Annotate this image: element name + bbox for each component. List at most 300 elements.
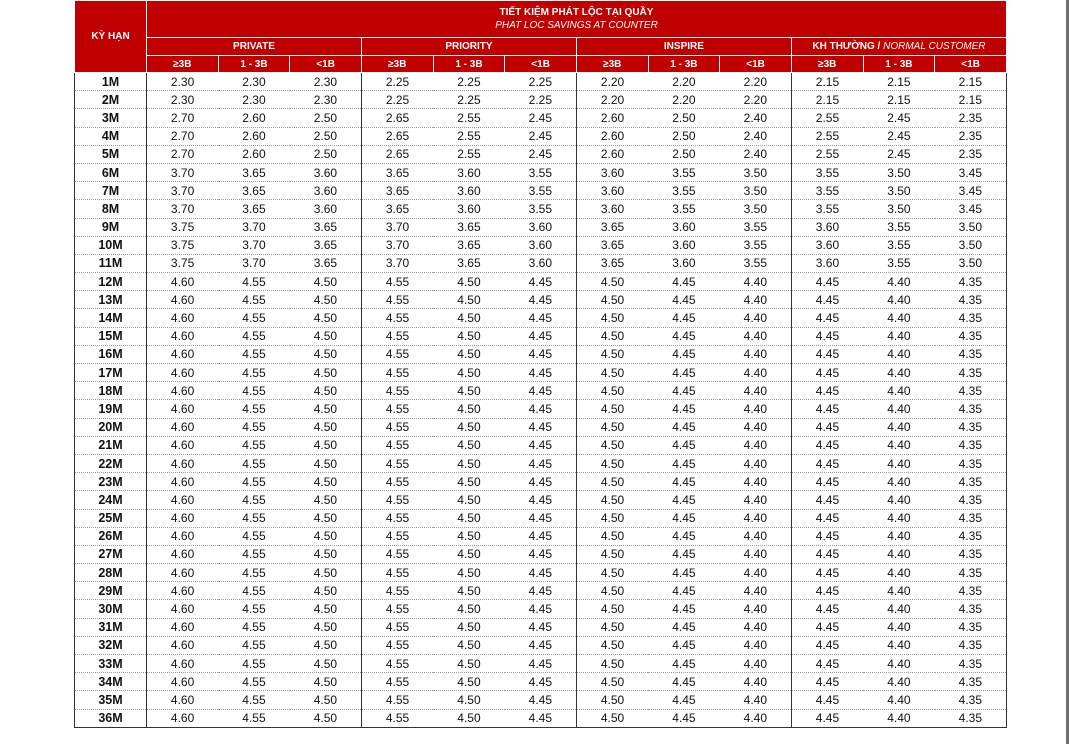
rate-cell: 4.55 xyxy=(361,418,433,436)
rate-cell: 3.65 xyxy=(433,218,505,236)
rate-cell: 4.55 xyxy=(361,636,433,654)
rate-cell: 4.55 xyxy=(361,382,433,400)
rate-cell: 4.55 xyxy=(218,636,290,654)
rate-cell: 3.70 xyxy=(218,236,290,254)
rate-cell: 4.50 xyxy=(290,436,362,454)
table-row xyxy=(75,655,1007,673)
rate-cell: 4.50 xyxy=(576,327,648,345)
table-row xyxy=(75,691,1007,709)
rate-cell: 4.55 xyxy=(218,436,290,454)
table-row xyxy=(75,509,1007,527)
term-cell: 25M xyxy=(75,509,147,527)
rate-cell: 4.55 xyxy=(361,309,433,327)
rate-cell: 2.15 xyxy=(935,73,1007,91)
rate-cell: 4.45 xyxy=(791,673,863,691)
rate-cell: 4.35 xyxy=(935,382,1007,400)
rate-cell: 4.60 xyxy=(147,582,219,600)
rate-cell: 2.20 xyxy=(720,73,792,91)
rate-cell: 2.55 xyxy=(791,127,863,145)
term-cell: 31M xyxy=(75,618,147,636)
rate-cell: 4.45 xyxy=(648,600,720,618)
rate-cell: 3.70 xyxy=(147,182,219,200)
rate-cell: 4.50 xyxy=(433,436,505,454)
rate-cell: 2.50 xyxy=(290,127,362,145)
rate-cell: 4.40 xyxy=(720,382,792,400)
rate-cell: 4.50 xyxy=(433,382,505,400)
rate-cell: 4.45 xyxy=(505,673,577,691)
rate-cell: 4.45 xyxy=(791,618,863,636)
rate-cell: 4.35 xyxy=(935,309,1007,327)
rate-cell: 4.45 xyxy=(648,436,720,454)
rate-cell: 4.40 xyxy=(720,509,792,527)
rate-cell: 4.50 xyxy=(290,418,362,436)
rate-cell: 4.50 xyxy=(576,418,648,436)
amount-band-header: ≥3B xyxy=(361,56,433,73)
rate-cell: 4.55 xyxy=(218,545,290,563)
rate-cell: 4.45 xyxy=(791,364,863,382)
rate-cell: 4.50 xyxy=(576,400,648,418)
rate-cell: 3.65 xyxy=(433,236,505,254)
rate-cell: 4.45 xyxy=(648,691,720,709)
rate-cell: 2.35 xyxy=(935,127,1007,145)
rate-cell: 4.50 xyxy=(290,582,362,600)
rate-cell: 4.55 xyxy=(361,564,433,582)
rate-cell: 4.50 xyxy=(290,545,362,563)
rate-cell: 3.55 xyxy=(648,163,720,181)
rate-cell: 4.55 xyxy=(218,527,290,545)
rate-cell: 4.45 xyxy=(505,400,577,418)
rate-cell: 3.50 xyxy=(863,163,935,181)
rate-cell: 4.40 xyxy=(720,436,792,454)
rate-cell: 4.40 xyxy=(863,673,935,691)
rate-cell: 3.65 xyxy=(361,182,433,200)
rate-cell: 4.45 xyxy=(791,636,863,654)
rate-cell: 4.45 xyxy=(505,364,577,382)
rate-cell: 4.55 xyxy=(361,545,433,563)
rate-cell: 4.60 xyxy=(147,527,219,545)
rate-cell: 2.70 xyxy=(147,127,219,145)
term-cell: 22M xyxy=(75,454,147,472)
rate-cell: 4.45 xyxy=(791,291,863,309)
rate-cell: 4.50 xyxy=(433,527,505,545)
rate-cell: 2.25 xyxy=(505,91,577,109)
rate-cell: 4.45 xyxy=(648,309,720,327)
rate-cell: 4.45 xyxy=(648,327,720,345)
rate-cell: 3.65 xyxy=(290,218,362,236)
rate-cell: 3.70 xyxy=(147,163,219,181)
rate-cell: 2.30 xyxy=(147,91,219,109)
term-cell: 27M xyxy=(75,545,147,563)
rate-cell: 3.50 xyxy=(720,200,792,218)
rate-cell: 2.65 xyxy=(361,127,433,145)
rate-cell: 4.45 xyxy=(505,309,577,327)
rate-cell: 2.55 xyxy=(433,127,505,145)
rate-cell: 4.45 xyxy=(505,655,577,673)
table-row xyxy=(75,200,1007,218)
rate-cell: 4.50 xyxy=(576,436,648,454)
table-row xyxy=(75,218,1007,236)
rate-cell: 4.40 xyxy=(863,655,935,673)
rate-cell: 4.55 xyxy=(361,618,433,636)
term-cell: 5M xyxy=(75,145,147,163)
rate-cell: 2.30 xyxy=(218,91,290,109)
rate-cell: 4.50 xyxy=(576,655,648,673)
rate-cell: 4.50 xyxy=(576,454,648,472)
rate-cell: 4.50 xyxy=(290,673,362,691)
rate-cell: 4.40 xyxy=(720,454,792,472)
rate-cell: 4.50 xyxy=(576,545,648,563)
rate-cell: 4.40 xyxy=(863,327,935,345)
rate-cell: 4.40 xyxy=(720,673,792,691)
rate-cell: 3.65 xyxy=(290,254,362,272)
rate-cell: 4.50 xyxy=(290,564,362,582)
rate-cell: 4.60 xyxy=(147,418,219,436)
term-cell: 9M xyxy=(75,218,147,236)
table-row xyxy=(75,709,1007,727)
rate-cell: 4.35 xyxy=(935,673,1007,691)
rate-cell: 4.50 xyxy=(290,618,362,636)
rate-cell: 3.60 xyxy=(648,218,720,236)
rate-cell: 4.40 xyxy=(720,600,792,618)
amount-band-header: ≥3B xyxy=(147,56,219,73)
rate-cell: 4.55 xyxy=(361,454,433,472)
rate-cell: 4.45 xyxy=(505,273,577,291)
rate-cell: 4.50 xyxy=(576,382,648,400)
term-cell: 32M xyxy=(75,636,147,654)
rate-cell: 2.60 xyxy=(218,127,290,145)
rate-cell: 2.45 xyxy=(863,145,935,163)
rate-cell: 4.50 xyxy=(290,527,362,545)
amount-band-header: 1 - 3B xyxy=(433,56,505,73)
term-cell: 26M xyxy=(75,527,147,545)
rate-cell: 4.45 xyxy=(791,527,863,545)
rate-cell: 2.60 xyxy=(576,109,648,127)
rate-cell: 4.50 xyxy=(433,673,505,691)
rate-cell: 4.60 xyxy=(147,291,219,309)
rate-cell: 4.45 xyxy=(648,636,720,654)
rate-cell: 4.45 xyxy=(791,273,863,291)
rate-cell: 4.55 xyxy=(361,673,433,691)
table-subtitle: PHAT LOC SAVINGS AT COUNTER xyxy=(495,20,658,31)
rate-cell: 4.40 xyxy=(863,618,935,636)
rate-cell: 4.50 xyxy=(290,709,362,727)
rate-cell: 4.55 xyxy=(218,564,290,582)
table-row xyxy=(75,618,1007,636)
rate-cell: 4.50 xyxy=(433,545,505,563)
rate-cell: 4.50 xyxy=(576,600,648,618)
rate-cell: 4.50 xyxy=(576,618,648,636)
term-cell: 7M xyxy=(75,182,147,200)
rate-cell: 4.45 xyxy=(505,291,577,309)
rate-cell: 4.55 xyxy=(361,400,433,418)
rate-cell: 4.40 xyxy=(863,691,935,709)
tier-header-inspire: INSPIRE xyxy=(576,38,791,56)
rate-cell: 3.55 xyxy=(720,236,792,254)
rate-cell: 2.35 xyxy=(935,145,1007,163)
rate-cell: 4.50 xyxy=(433,327,505,345)
rate-cell: 4.45 xyxy=(791,655,863,673)
rate-cell: 4.50 xyxy=(576,691,648,709)
rate-cell: 4.50 xyxy=(576,709,648,727)
rate-cell: 3.60 xyxy=(648,236,720,254)
rate-cell: 4.50 xyxy=(433,364,505,382)
term-cell: 19M xyxy=(75,400,147,418)
rate-cell: 4.45 xyxy=(791,454,863,472)
rate-cell: 3.75 xyxy=(147,218,219,236)
rate-cell: 3.65 xyxy=(576,218,648,236)
rate-cell: 4.40 xyxy=(720,491,792,509)
table-row xyxy=(75,291,1007,309)
term-cell: 30M xyxy=(75,600,147,618)
rate-cell: 3.65 xyxy=(433,254,505,272)
rate-cell: 4.45 xyxy=(648,709,720,727)
rate-cell: 3.60 xyxy=(791,254,863,272)
rate-cell: 4.60 xyxy=(147,564,219,582)
rate-cell: 4.50 xyxy=(576,345,648,363)
rate-cell: 3.60 xyxy=(505,218,577,236)
rate-cell: 4.45 xyxy=(648,564,720,582)
rate-cell: 3.60 xyxy=(433,182,505,200)
rate-cell: 4.40 xyxy=(720,345,792,363)
rate-cell: 3.60 xyxy=(433,200,505,218)
rate-cell: 3.75 xyxy=(147,254,219,272)
rate-cell: 4.60 xyxy=(147,454,219,472)
rate-cell: 4.60 xyxy=(147,273,219,291)
rate-cell: 3.75 xyxy=(147,236,219,254)
rate-cell: 4.40 xyxy=(863,600,935,618)
rate-cell: 4.55 xyxy=(361,291,433,309)
rate-cell: 4.45 xyxy=(791,345,863,363)
rate-cell: 3.65 xyxy=(361,200,433,218)
rate-cell: 4.50 xyxy=(290,309,362,327)
table-row xyxy=(75,182,1007,200)
rate-cell: 2.25 xyxy=(505,73,577,91)
rate-cell: 4.55 xyxy=(361,582,433,600)
rate-cell: 4.50 xyxy=(433,618,505,636)
rate-cell: 4.40 xyxy=(863,491,935,509)
rate-cell: 3.70 xyxy=(361,254,433,272)
rate-cell: 4.45 xyxy=(791,564,863,582)
term-cell: 33M xyxy=(75,655,147,673)
rate-cell: 4.50 xyxy=(433,491,505,509)
term-cell: 2M xyxy=(75,91,147,109)
rate-cell: 4.50 xyxy=(290,509,362,527)
rate-cell: 4.55 xyxy=(218,309,290,327)
rate-cell: 2.15 xyxy=(791,73,863,91)
amount-band-header: <1B xyxy=(935,56,1007,73)
rate-cell: 4.60 xyxy=(147,400,219,418)
rate-cell: 2.15 xyxy=(935,91,1007,109)
table-row xyxy=(75,636,1007,654)
rate-cell: 3.50 xyxy=(935,218,1007,236)
rate-cell: 3.50 xyxy=(863,182,935,200)
rate-cell: 3.70 xyxy=(147,200,219,218)
rate-cell: 4.55 xyxy=(218,345,290,363)
rate-cell: 4.45 xyxy=(505,473,577,491)
rate-cell: 4.40 xyxy=(720,709,792,727)
rate-cell: 4.45 xyxy=(648,509,720,527)
rate-cell: 4.55 xyxy=(361,691,433,709)
rate-cell: 4.55 xyxy=(361,364,433,382)
rate-cell: 4.60 xyxy=(147,600,219,618)
rate-cell: 4.50 xyxy=(576,309,648,327)
rate-cell: 4.45 xyxy=(648,382,720,400)
rate-cell: 4.45 xyxy=(791,436,863,454)
rate-cell: 4.55 xyxy=(218,691,290,709)
rate-cell: 4.55 xyxy=(361,527,433,545)
rate-cell: 4.50 xyxy=(290,364,362,382)
rate-cell: 4.55 xyxy=(218,364,290,382)
rate-cell: 3.65 xyxy=(576,254,648,272)
rate-cell: 2.65 xyxy=(361,145,433,163)
rate-cell: 2.15 xyxy=(863,73,935,91)
rate-cell: 4.40 xyxy=(863,564,935,582)
rate-cell: 4.45 xyxy=(791,400,863,418)
amount-band-header: 1 - 3B xyxy=(863,56,935,73)
table-row xyxy=(75,564,1007,582)
table-row xyxy=(75,364,1007,382)
rate-cell: 2.30 xyxy=(218,73,290,91)
rate-cell: 2.45 xyxy=(505,145,577,163)
rate-cell: 3.60 xyxy=(505,236,577,254)
rate-cell: 4.35 xyxy=(935,436,1007,454)
rate-cell: 4.40 xyxy=(720,291,792,309)
rate-cell: 4.45 xyxy=(505,454,577,472)
rate-cell: 4.35 xyxy=(935,545,1007,563)
rate-cell: 4.55 xyxy=(361,436,433,454)
rate-cell: 4.50 xyxy=(576,273,648,291)
rate-cell: 3.70 xyxy=(361,236,433,254)
term-cell: 35M xyxy=(75,691,147,709)
rate-cell: 4.45 xyxy=(791,491,863,509)
term-column-header: KỲ HẠN xyxy=(75,1,147,73)
rate-cell: 3.60 xyxy=(290,182,362,200)
rate-cell: 4.50 xyxy=(290,691,362,709)
rate-cell: 4.55 xyxy=(218,327,290,345)
rate-cell: 4.50 xyxy=(576,491,648,509)
rate-cell: 4.50 xyxy=(433,273,505,291)
term-cell: 28M xyxy=(75,564,147,582)
rate-cell: 3.60 xyxy=(290,200,362,218)
term-cell: 20M xyxy=(75,418,147,436)
rate-cell: 4.40 xyxy=(863,291,935,309)
rate-cell: 4.35 xyxy=(935,655,1007,673)
rate-cell: 2.20 xyxy=(576,73,648,91)
rate-cell: 2.45 xyxy=(505,127,577,145)
amount-band-header: ≥3B xyxy=(576,56,648,73)
rate-cell: 4.45 xyxy=(791,691,863,709)
table-row xyxy=(75,600,1007,618)
rate-cell: 4.55 xyxy=(361,327,433,345)
rate-cell: 4.45 xyxy=(505,709,577,727)
tier-header-priority: PRIORITY xyxy=(361,38,576,56)
rate-cell: 2.60 xyxy=(218,109,290,127)
amount-band-header: ≥3B xyxy=(791,56,863,73)
rate-cell: 4.35 xyxy=(935,491,1007,509)
rate-cell: 3.55 xyxy=(791,182,863,200)
savings-rate-table xyxy=(74,0,1007,728)
rate-cell: 4.45 xyxy=(505,418,577,436)
rate-cell: 3.65 xyxy=(576,236,648,254)
rate-cell: 4.60 xyxy=(147,709,219,727)
tier-header-private: PRIVATE xyxy=(147,38,362,56)
rate-cell: 4.35 xyxy=(935,691,1007,709)
rate-cell: 4.55 xyxy=(361,509,433,527)
rate-cell: 4.50 xyxy=(576,582,648,600)
rate-cell: 4.35 xyxy=(935,582,1007,600)
rate-cell: 2.15 xyxy=(863,91,935,109)
table-row xyxy=(75,491,1007,509)
rate-cell: 3.65 xyxy=(218,182,290,200)
rate-cell: 4.45 xyxy=(648,473,720,491)
term-cell: 15M xyxy=(75,327,147,345)
rate-cell: 4.45 xyxy=(648,618,720,636)
rate-cell: 2.50 xyxy=(290,109,362,127)
rate-cell: 4.60 xyxy=(147,655,219,673)
rate-cell: 4.50 xyxy=(433,291,505,309)
rate-cell: 4.60 xyxy=(147,345,219,363)
rate-cell: 4.50 xyxy=(433,636,505,654)
rate-cell: 4.40 xyxy=(863,636,935,654)
rate-cell: 4.45 xyxy=(648,364,720,382)
rate-cell: 3.60 xyxy=(791,236,863,254)
rate-cell: 2.30 xyxy=(147,73,219,91)
rate-cell: 3.50 xyxy=(935,236,1007,254)
rate-cell: 4.55 xyxy=(218,618,290,636)
rate-cell: 4.40 xyxy=(863,473,935,491)
term-cell: 1M xyxy=(75,73,147,91)
rate-cell: 3.55 xyxy=(648,200,720,218)
rate-cell: 4.40 xyxy=(720,564,792,582)
rate-cell: 2.35 xyxy=(935,109,1007,127)
term-cell: 29M xyxy=(75,582,147,600)
rate-cell: 4.45 xyxy=(648,454,720,472)
rate-cell: 4.50 xyxy=(576,564,648,582)
rate-cell: 4.50 xyxy=(433,691,505,709)
rate-cell: 2.25 xyxy=(433,91,505,109)
rate-cell: 3.60 xyxy=(290,163,362,181)
rate-cell: 3.60 xyxy=(505,254,577,272)
rate-cell: 4.50 xyxy=(433,400,505,418)
amount-band-header: <1B xyxy=(720,56,792,73)
rate-cell: 4.45 xyxy=(505,436,577,454)
rate-cell: 4.50 xyxy=(433,655,505,673)
rate-cell: 3.50 xyxy=(720,182,792,200)
rate-cell: 3.60 xyxy=(576,182,648,200)
rate-cell: 4.55 xyxy=(218,454,290,472)
rate-cell: 2.30 xyxy=(290,73,362,91)
rate-cell: 3.50 xyxy=(935,254,1007,272)
tier-header-normal-customer: KH THƯỜNG / NORMAL CUSTOMER xyxy=(791,38,1006,56)
table-row xyxy=(75,309,1007,327)
rate-cell: 4.35 xyxy=(935,418,1007,436)
rate-cell: 4.35 xyxy=(935,509,1007,527)
rate-cell: 4.50 xyxy=(433,509,505,527)
rate-cell: 4.35 xyxy=(935,327,1007,345)
term-cell: 8M xyxy=(75,200,147,218)
rate-cell: 4.40 xyxy=(863,309,935,327)
table-row xyxy=(75,163,1007,181)
rate-cell: 2.55 xyxy=(433,109,505,127)
rate-cell: 4.40 xyxy=(720,527,792,545)
table-row xyxy=(75,145,1007,163)
rate-cell: 3.50 xyxy=(720,163,792,181)
rate-cell: 4.40 xyxy=(863,436,935,454)
rate-cell: 4.35 xyxy=(935,291,1007,309)
rate-cell: 4.50 xyxy=(433,600,505,618)
rate-cell: 4.50 xyxy=(433,418,505,436)
rate-cell: 4.45 xyxy=(505,527,577,545)
